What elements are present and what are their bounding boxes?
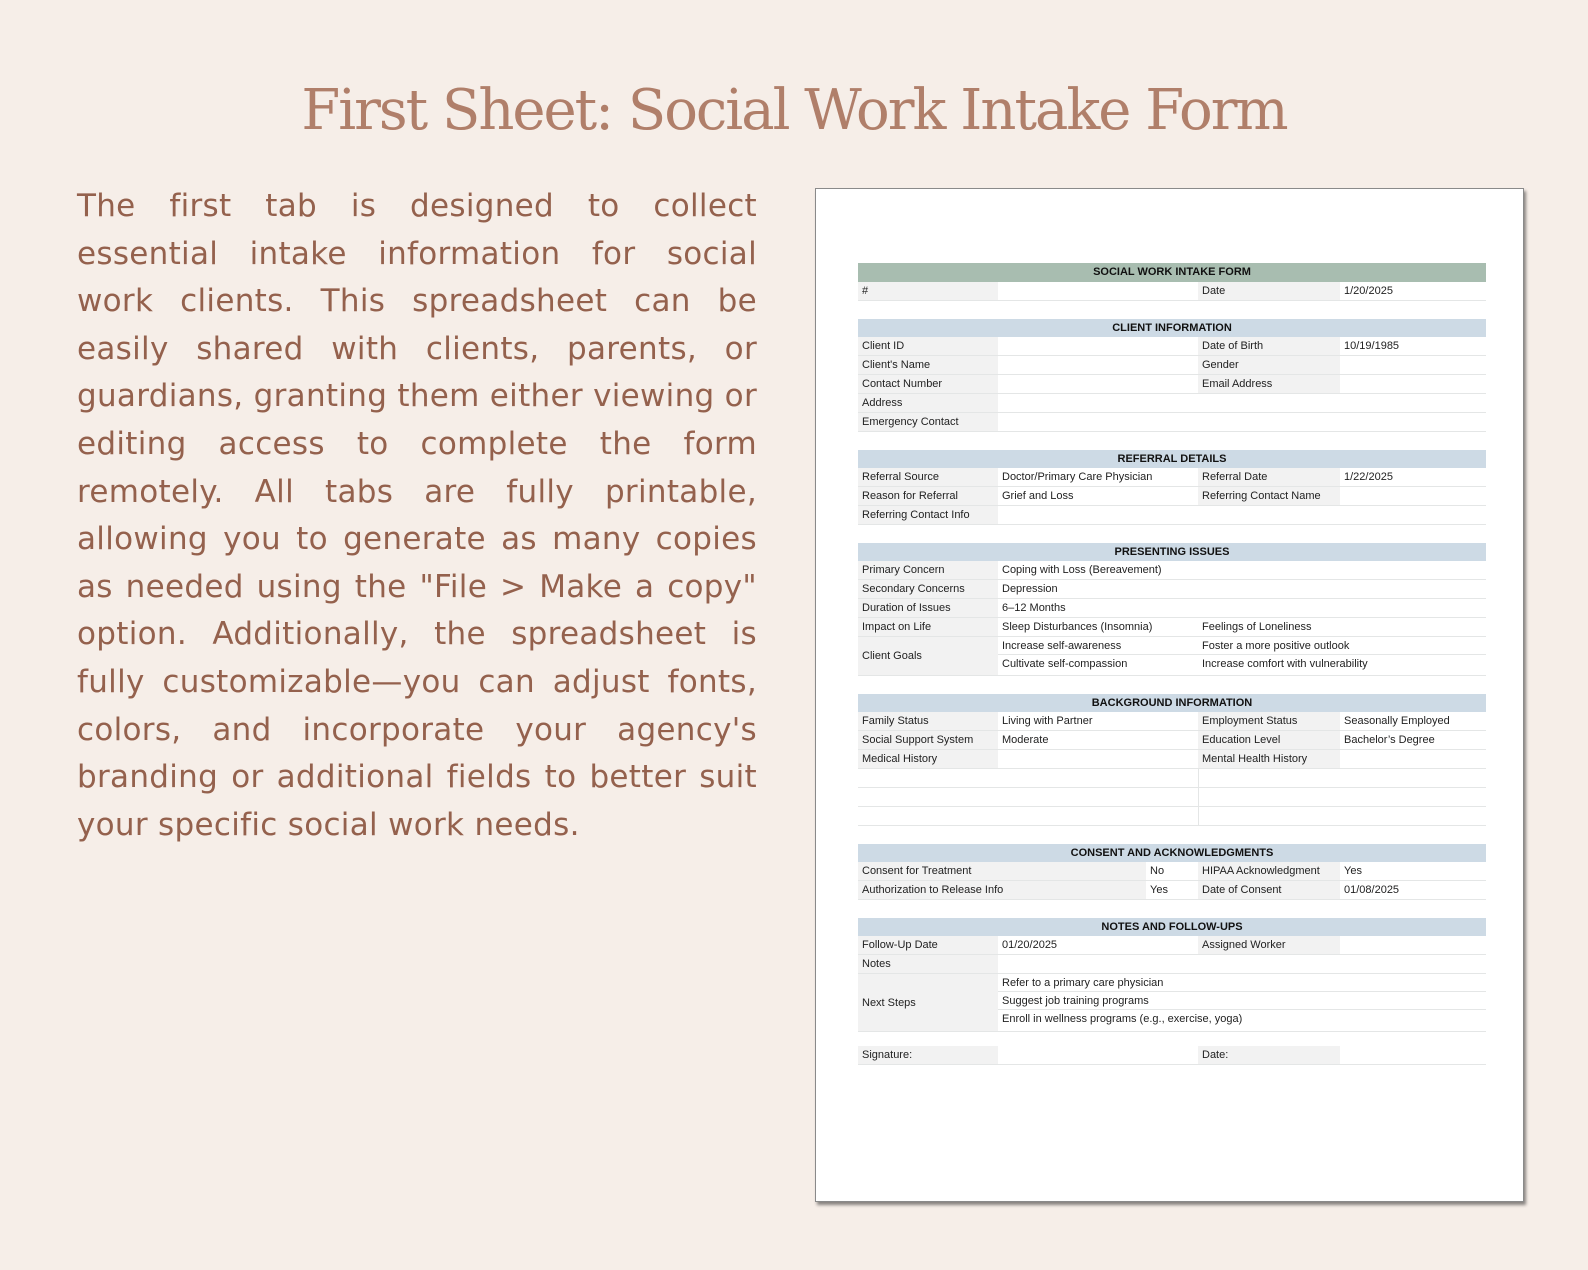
- referral-source-label: Referral Source: [858, 468, 998, 486]
- spreadsheet-preview: [815, 188, 1524, 1202]
- impact-field-1[interactable]: Sleep Disturbances (Insomnia): [1002, 621, 1153, 633]
- table-row: [858, 637, 1486, 676]
- form-top-row: [858, 282, 1486, 301]
- referral-header: REFERRAL DETAILS: [858, 450, 1486, 468]
- table-row: [858, 394, 1486, 413]
- hipaa-field[interactable]: Yes: [1344, 865, 1362, 877]
- followup-field[interactable]: 01/20/2025: [1002, 939, 1058, 951]
- goal-field-4[interactable]: Increase comfort with vulnerability: [1202, 658, 1368, 670]
- support-field[interactable]: Moderate: [1002, 734, 1049, 746]
- notes-header: NOTES AND FOLLOW-UPS: [858, 918, 1486, 936]
- table-row: [858, 580, 1486, 599]
- table-row: [858, 862, 1486, 881]
- primary-concern-label: Primary Concern: [858, 561, 998, 579]
- client-name-label: Client's Name: [858, 356, 998, 374]
- description-text: The first tab is designed to collect essential intake information for social work clients. This spreadsheet can be easily shared with clients, parents, or guardians, granting them either viewing or editing access to complete the form remotely. All tabs are fully printable, allowing you to generate as many copies as needed using the "File > Make a copy" option. Additionally, the spreadsheet is fully customizable—you can adjust fonts, colors, and incorporate your agency's branding or additional fields to better suit your specific social work needs.: [77, 188, 757, 843]
- release-field[interactable]: Yes: [1150, 884, 1168, 896]
- intake-form: [858, 263, 1486, 1065]
- gender-field[interactable]: [1340, 356, 1486, 374]
- table-row: [858, 356, 1486, 375]
- contact-label: Contact Number: [858, 375, 998, 393]
- table-row: [858, 599, 1486, 618]
- emergency-field[interactable]: [998, 413, 1486, 431]
- referring-info-label: Referring Contact Info: [858, 506, 998, 524]
- worker-label: Assigned Worker: [1198, 936, 1340, 954]
- support-label: Social Support System: [858, 731, 998, 749]
- referring-name-field[interactable]: [1340, 487, 1486, 505]
- background-header: BACKGROUND INFORMATION: [858, 694, 1486, 712]
- mental-label: Mental Health History: [1198, 750, 1340, 768]
- hipaa-label: HIPAA Acknowledgment: [1198, 862, 1340, 880]
- employment-label: Employment Status: [1198, 712, 1340, 730]
- signature-row: [858, 1046, 1486, 1065]
- email-field[interactable]: [1340, 375, 1486, 393]
- family-label: Family Status: [858, 712, 998, 730]
- date-field[interactable]: 1/20/2025: [1344, 285, 1393, 297]
- table-row: [858, 974, 1486, 1032]
- goal-field-1[interactable]: Increase self-awareness: [998, 637, 1198, 655]
- dob-label: Date of Birth: [1198, 337, 1340, 355]
- table-row: [858, 337, 1486, 356]
- notes-field[interactable]: [998, 955, 1486, 973]
- education-label: Education Level: [1198, 731, 1340, 749]
- signature-label: Signature:: [858, 1046, 998, 1064]
- goal-field-3[interactable]: Cultivate self-compassion: [1002, 658, 1128, 670]
- impact-field-2[interactable]: Feelings of Loneliness: [1202, 621, 1312, 633]
- worker-field[interactable]: [1340, 936, 1486, 954]
- duration-label: Duration of Issues: [858, 599, 998, 617]
- issues-header: PRESENTING ISSUES: [858, 543, 1486, 561]
- consent-date-field[interactable]: 01/08/2025: [1344, 884, 1400, 896]
- client-id-field[interactable]: [998, 337, 1198, 355]
- client-id-label: Client ID: [858, 337, 998, 355]
- referral-reason-field[interactable]: Grief and Loss: [1002, 490, 1074, 502]
- medical-field[interactable]: [998, 750, 1198, 768]
- table-row: [858, 413, 1486, 432]
- table-row: [858, 468, 1486, 487]
- referral-reason-label: Reason for Referral: [858, 487, 998, 505]
- referral-date-label: Referral Date: [1198, 468, 1340, 486]
- history-notes-row[interactable]: [858, 769, 1486, 788]
- num-label: #: [858, 282, 998, 300]
- page-title: First Sheet: Social Work Intake Form: [301, 78, 1287, 143]
- table-row: [858, 375, 1486, 394]
- goal-field-2[interactable]: Foster a more positive outlook: [1198, 637, 1486, 655]
- form-title: SOCIAL WORK INTAKE FORM: [858, 263, 1486, 282]
- consent-header: CONSENT AND ACKNOWLEDGMENTS: [858, 844, 1486, 862]
- step-field-1[interactable]: Refer to a primary care physician: [998, 974, 1486, 992]
- impact-label: Impact on Life: [858, 618, 998, 636]
- release-label: Authorization to Release Info: [858, 881, 1146, 899]
- history-notes-row[interactable]: [858, 807, 1486, 826]
- family-field[interactable]: Living with Partner: [1002, 715, 1093, 727]
- referral-date-field[interactable]: 1/22/2025: [1344, 471, 1393, 483]
- date-label: Date: [1198, 282, 1340, 300]
- address-label: Address: [858, 394, 998, 412]
- mental-field[interactable]: [1340, 750, 1486, 768]
- referring-name-label: Referring Contact Name: [1198, 487, 1340, 505]
- dob-field[interactable]: 10/19/1985: [1344, 340, 1400, 352]
- signature-field[interactable]: [998, 1046, 1198, 1064]
- table-row: [858, 712, 1486, 731]
- duration-field[interactable]: 6–12 Months: [1002, 602, 1066, 614]
- secondary-concern-field[interactable]: Depression: [1002, 583, 1058, 595]
- treatment-label: Consent for Treatment: [858, 862, 1146, 880]
- signature-date-label: Date:: [1198, 1046, 1340, 1064]
- table-row: [858, 506, 1486, 525]
- emergency-label: Emergency Contact: [858, 413, 998, 431]
- contact-field[interactable]: [998, 375, 1198, 393]
- notes-label: Notes: [858, 955, 998, 973]
- treatment-field[interactable]: No: [1150, 865, 1165, 877]
- table-row: [858, 731, 1486, 750]
- client-goals-label: Client Goals: [858, 637, 998, 675]
- table-row: [858, 487, 1486, 506]
- table-row: [858, 750, 1486, 769]
- referring-info-field[interactable]: [998, 506, 1486, 524]
- num-field[interactable]: [998, 282, 1198, 300]
- signature-date-field[interactable]: [1340, 1046, 1486, 1064]
- referral-source-field[interactable]: Doctor/Primary Care Physician: [1002, 471, 1153, 483]
- address-field[interactable]: [998, 394, 1486, 412]
- next-steps-label: Next Steps: [858, 974, 998, 1031]
- step-field-2[interactable]: Suggest job training programs: [998, 992, 1486, 1010]
- medical-label: Medical History: [858, 750, 998, 768]
- primary-concern-field[interactable]: Coping with Loss (Bereavement): [1002, 564, 1162, 576]
- table-row: [858, 561, 1486, 580]
- email-label: Email Address: [1198, 375, 1340, 393]
- followup-label: Follow-Up Date: [858, 936, 998, 954]
- secondary-concern-label: Secondary Concerns: [858, 580, 998, 598]
- table-row: [858, 936, 1486, 955]
- gender-label: Gender: [1198, 356, 1340, 374]
- table-row: [858, 618, 1486, 637]
- table-row: [858, 881, 1486, 900]
- history-notes-row[interactable]: [858, 788, 1486, 807]
- education-field[interactable]: Bachelor’s Degree: [1344, 734, 1435, 746]
- consent-date-label: Date of Consent: [1198, 881, 1340, 899]
- client-info-header: CLIENT INFORMATION: [858, 319, 1486, 337]
- table-row: [858, 955, 1486, 974]
- employment-field[interactable]: Seasonally Employed: [1344, 715, 1450, 727]
- client-name-field[interactable]: [998, 356, 1198, 374]
- step-field-3[interactable]: Enroll in wellness programs (e.g., exercise, yoga): [1002, 1013, 1243, 1025]
